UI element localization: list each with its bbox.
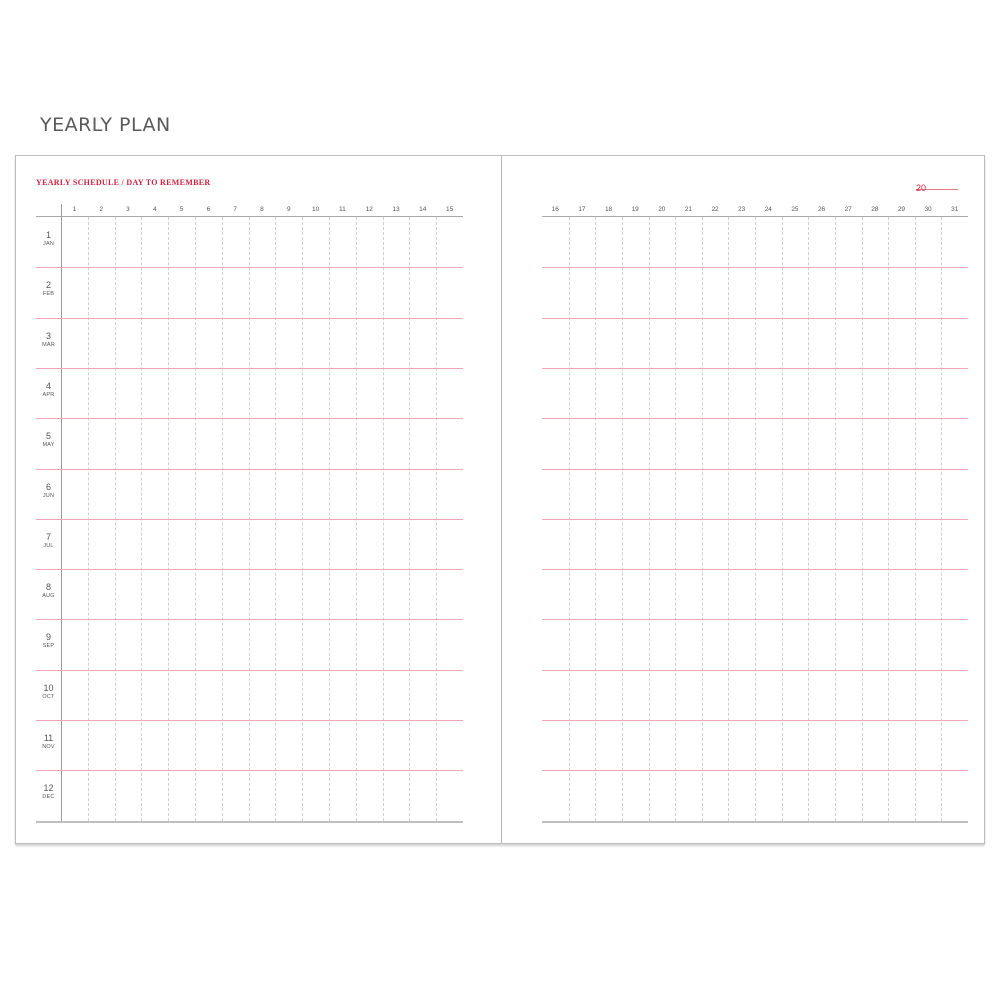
day-number: 5 [179, 206, 184, 213]
day-number: 1 [72, 206, 77, 213]
month-number: 11 [43, 733, 54, 743]
day-number: 14 [419, 206, 427, 213]
day-number: 30 [924, 206, 932, 213]
month-number: 7 [45, 531, 51, 542]
month-row-writing-area[interactable] [61, 368, 463, 418]
day-header-row [542, 204, 968, 217]
month-name: JUN [42, 492, 55, 499]
month-number: 5 [45, 431, 51, 442]
month-label [36, 431, 61, 449]
month-name: MAR [42, 341, 55, 348]
month-label [36, 582, 61, 600]
month-label [36, 532, 61, 550]
schedule-title: YEARLY SCHEDULE / DAY TO REMEMBER [36, 178, 211, 187]
month-row-writing-area[interactable] [542, 267, 968, 317]
day-number: 19 [631, 206, 639, 213]
month-number: 8 [45, 582, 51, 593]
month-row-writing-area[interactable] [542, 720, 968, 770]
month-row-writing-area[interactable] [61, 267, 463, 317]
month-row-writing-area[interactable] [61, 619, 463, 669]
day-number: 3 [126, 206, 130, 213]
month-row-writing-area[interactable] [542, 670, 968, 720]
day-number: 17 [578, 206, 586, 213]
month-row-writing-area[interactable] [542, 368, 968, 418]
month-row-writing-area[interactable] [542, 770, 968, 820]
month-label [36, 733, 61, 751]
day-number: 20 [658, 206, 666, 213]
month-row-writing-area[interactable] [542, 619, 968, 669]
day-number: 22 [711, 206, 719, 213]
grid-bottom-line [36, 821, 463, 823]
day-number: 25 [791, 206, 799, 213]
day-number: 16 [551, 206, 559, 213]
month-number: 3 [45, 330, 51, 341]
day-number: 26 [817, 206, 826, 213]
month-number: 1 [45, 230, 51, 240]
day-number: 10 [311, 206, 320, 213]
month-name: SEP [42, 643, 55, 650]
month-row-writing-area[interactable] [542, 217, 968, 267]
day-number: 27 [844, 206, 852, 213]
day-number: 28 [871, 206, 879, 213]
month-label [36, 632, 61, 650]
day-number: 11 [339, 206, 346, 213]
day-number: 2 [99, 206, 103, 213]
month-number: 6 [45, 481, 51, 492]
month-name: JAN [43, 241, 54, 247]
month-label [36, 683, 61, 701]
day-number: 18 [604, 206, 613, 213]
month-name: MAY [42, 442, 55, 449]
month-name: APR [42, 391, 55, 398]
day-number: 15 [445, 206, 454, 213]
month-row-writing-area[interactable] [542, 519, 968, 569]
day-header-row [36, 204, 463, 217]
day-number: 9 [286, 206, 291, 213]
day-number: 6 [206, 206, 211, 213]
day-number: 24 [764, 206, 772, 213]
day-number: 12 [365, 206, 373, 213]
day-number: 29 [897, 206, 906, 213]
day-number: 8 [260, 206, 264, 213]
month-name: AUG [42, 593, 55, 600]
day-number: 21 [684, 206, 693, 213]
day-number: 4 [152, 206, 157, 213]
month-name: NOV [42, 744, 55, 750]
month-label [36, 482, 61, 500]
month-row-writing-area[interactable] [61, 519, 463, 569]
day-number: 13 [392, 206, 400, 213]
month-name: OCT [42, 693, 55, 700]
right-page [502, 156, 986, 843]
month-row-writing-area[interactable] [61, 770, 463, 820]
month-label [36, 280, 61, 298]
day-number: 23 [738, 206, 746, 213]
left-page [16, 156, 501, 843]
month-number: 10 [43, 682, 54, 693]
month-number: 9 [45, 632, 51, 643]
month-number: 12 [43, 783, 54, 794]
caption-title: YEARLY PLAN [40, 114, 171, 136]
month-number: 2 [45, 280, 51, 291]
month-label [36, 783, 61, 801]
day-number: 7 [233, 206, 237, 213]
month-row-writing-area[interactable] [542, 569, 968, 619]
month-label [36, 230, 61, 248]
month-row-writing-area[interactable] [542, 318, 968, 368]
month-row-writing-area[interactable] [542, 418, 968, 468]
month-label [36, 381, 61, 399]
month-row-writing-area[interactable] [61, 670, 463, 720]
year-field[interactable] [916, 178, 958, 193]
day-number: 31 [951, 206, 959, 213]
month-row-writing-area[interactable] [61, 720, 463, 770]
month-row-writing-area[interactable] [61, 569, 463, 619]
month-row-writing-area[interactable] [61, 469, 463, 519]
planner-spread [15, 155, 985, 844]
month-number: 4 [45, 380, 51, 391]
month-row-writing-area[interactable] [61, 318, 463, 368]
month-name: FEB [42, 291, 55, 298]
grid-bottom-line [542, 821, 968, 823]
month-row-writing-area[interactable] [61, 217, 463, 267]
year-label: 20 [916, 183, 927, 193]
month-label [36, 331, 61, 349]
month-name: DEC [42, 794, 55, 801]
month-name: JUL [43, 542, 54, 549]
month-row-writing-area[interactable] [542, 469, 968, 519]
month-row-writing-area[interactable] [61, 418, 463, 468]
